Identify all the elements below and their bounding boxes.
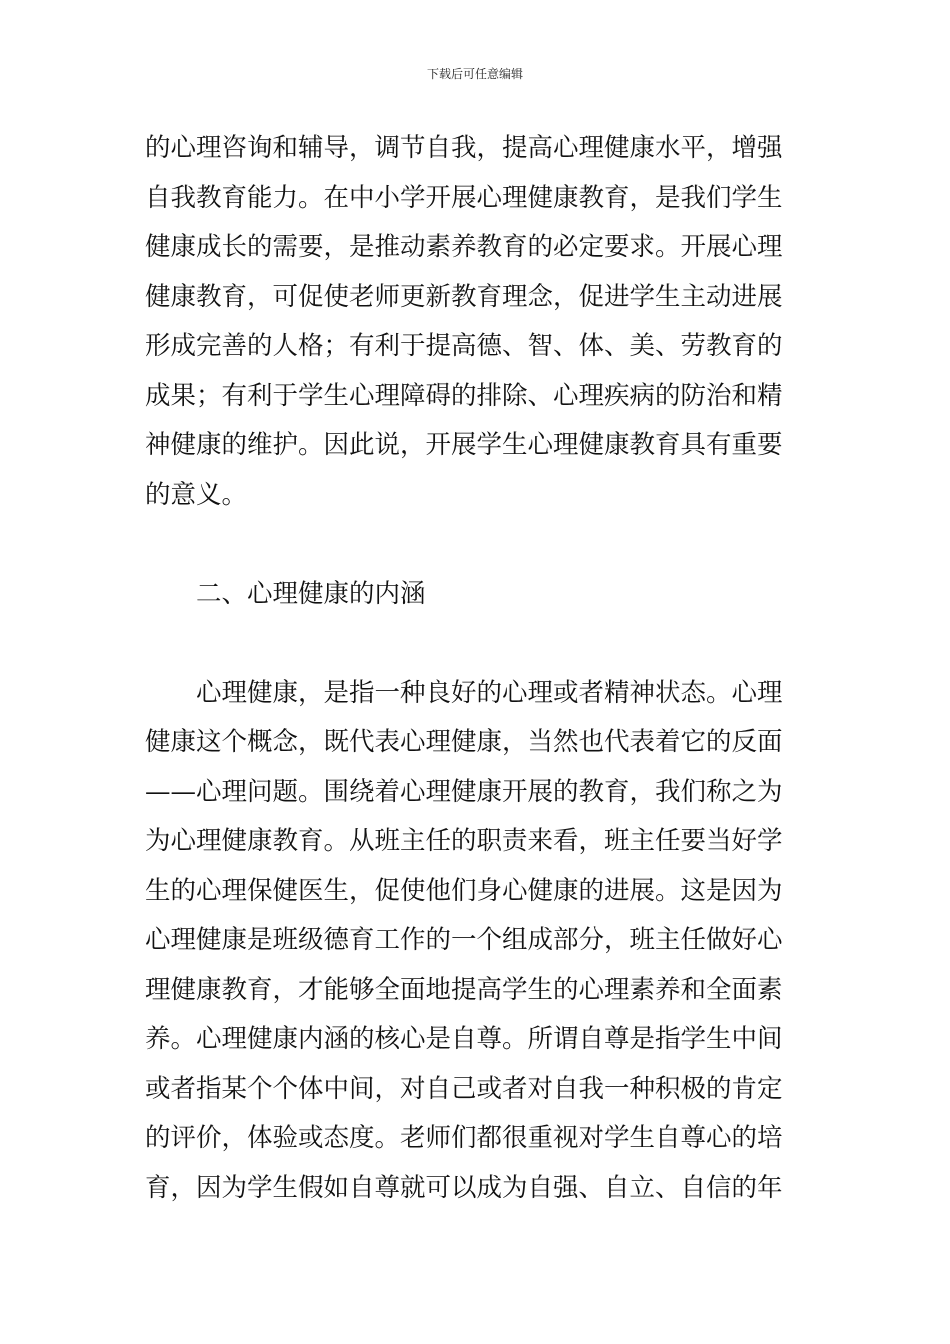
paragraph-line: 养。心理健康内涵的核心是自尊。所谓自尊是指学生中间 xyxy=(145,1024,783,1054)
paragraph-line: 心理健康，是指一种良好的心理或者精神状态。心理 xyxy=(196,677,783,708)
page-header: 下载后可任意编辑 xyxy=(426,67,523,81)
paragraph-line: 或者指某个个体中间，对自己或者对自我一种积极的肯定 xyxy=(145,1073,783,1104)
paragraph-line: 生的心理保健医生，促使他们身心健康的进展。这是因为 xyxy=(145,875,783,906)
paragraph-line: 神健康的维护。因此说，开展学生心理健康教育具有重要 xyxy=(145,430,783,460)
spacer xyxy=(145,520,810,570)
paragraph-line: 的评价，体验或态度。老师们都很重视对学生自尊心的培 xyxy=(145,1123,783,1153)
paragraph-line: 为心理健康教育。从班主任的职责来看，班主任要当好学 xyxy=(145,826,783,856)
paragraph-line: 健康教育，可促使老师更新教育理念，促进学生主动进展 xyxy=(145,281,783,312)
paragraph-line: 心理健康是班级德育工作的一个组成部分，班主任做好心 xyxy=(145,925,783,955)
paragraph-1 xyxy=(145,124,810,520)
paragraph-line: ——心理问题。围绕着心理健康开展的教育，我们称之为 xyxy=(145,776,783,807)
document-body xyxy=(145,124,810,1213)
paragraph-line: 成果；有利于学生心理障碍的排除、心理疾病的防治和精 xyxy=(145,380,783,411)
spacer xyxy=(145,619,810,669)
paragraph-line: 理健康教育，才能够全面地提高学生的心理素养和全面素 xyxy=(145,974,783,1005)
paragraph-line: 健康成长的需要，是推动素养教育的必定要求。开展心理 xyxy=(145,232,783,262)
paragraph-2 xyxy=(145,669,810,1214)
section-heading: 二、心理健康的内涵 xyxy=(196,578,426,609)
paragraph-line: 的心理咨询和辅导，调节自我，提高心理健康水平，增强 xyxy=(145,133,783,163)
paragraph-line: 健康这个概念，既代表心理健康，当然也代表着它的反面 xyxy=(145,727,783,757)
paragraph-line: 育，因为学生假如自尊就可以成为自强、自立、自信的年 xyxy=(145,1172,783,1203)
paragraph-line: 自我教育能力。在中小学开展心理健康教育，是我们学生 xyxy=(145,182,783,213)
paragraph-line: 的意义。 xyxy=(145,479,248,510)
paragraph-line: 形成完善的人格；有利于提高德、智、体、美、劳教育的 xyxy=(145,331,783,361)
